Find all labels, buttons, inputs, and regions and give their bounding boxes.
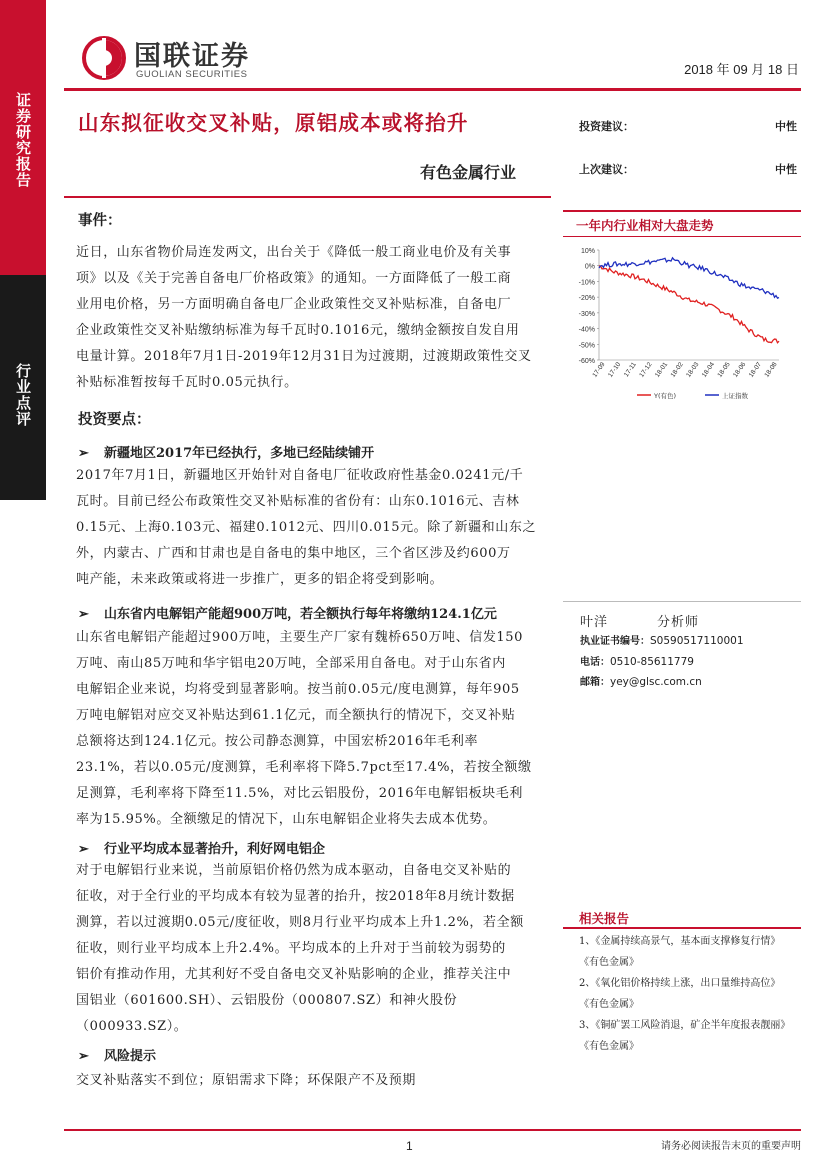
analyst-phone <box>580 653 694 668</box>
rating-current-value: 中性 <box>775 120 797 133</box>
series-line-index <box>599 258 779 298</box>
point-1-title: ➢ 新疆地区2017年已经执行，多地已经陆续铺开 <box>78 446 375 461</box>
text-line: 国铝业（601600.SH）、云铝股份（000807.SZ）和神火股份 <box>76 993 458 1008</box>
text-line: 瓦时。目前已经公布政策性交叉补贴标准的省份有：山东0.1016元、吉林 <box>76 494 520 509</box>
text-line: 征收，对于全行业的平均成本有较为显著的抬升，按2018年8月统计数据 <box>76 889 515 904</box>
y-tick-label: 0% <box>584 263 595 271</box>
relative-performance-chart <box>565 242 795 404</box>
text-line: 0.15元、上海0.103元、福建0.1012元、四川0.015元。除了新疆和山东之 <box>76 520 537 535</box>
text-line: 吨产能，未来政策或将进一步推广，更多的铝企将受到影响。 <box>76 572 444 587</box>
point-3-body <box>76 858 546 1040</box>
text-line: 万吨电解铝对应交叉补贴达到61.1亿元，而全额执行的情况下，交叉补贴 <box>76 708 516 723</box>
x-tick-label: 18-01 <box>653 361 670 379</box>
email-value[interactable]: yey@glsc.com.cn <box>610 676 702 688</box>
x-tick-label: 18-05 <box>716 361 732 379</box>
arrow-bullet-icon: ➢ <box>78 607 89 622</box>
y-tick-label: -30% <box>578 310 595 318</box>
y-tick-label: -20% <box>578 295 595 303</box>
points-heading: 投资要点： <box>78 411 151 428</box>
rating-previous-value: 中性 <box>775 163 797 176</box>
cert-value: S0590517110001 <box>650 635 744 647</box>
text-line: 23.1%，若以0.05元/度测算，毛利率将下降5.7pct至17.4%，若按全额缴 <box>76 760 532 775</box>
event-heading: 事件： <box>78 212 122 229</box>
brand-name-en: GUOLIAN SECURITIES <box>136 69 248 80</box>
cert-label: 执业证书编号： <box>580 636 650 647</box>
text-line: 交叉补贴落实不到位；原铝需求下降；环保限产不及预期 <box>76 1073 417 1088</box>
text-line: 外，内蒙古、广西和甘肃也是自备电的集中地区，三个省区涉及约600万 <box>76 546 511 561</box>
industry-name: 有色金属行业 <box>420 163 517 182</box>
x-tick-label: 18-03 <box>685 361 701 379</box>
point-2-title: ➢ 山东省内电解铝产能超900万吨，若全额执行每年将缴纳124.1亿元 <box>78 607 497 622</box>
related-report-item[interactable]: 2、《氧化铝价格持续上涨，出口量维持高位》 <box>579 978 781 989</box>
guolian-logo-icon <box>82 36 126 80</box>
phone-label: 电话： <box>580 657 610 668</box>
x-tick-label: 18-06 <box>732 361 748 379</box>
text-line: 万吨、南山85万吨和华宇铝电20万吨，全部采用自备电。对于山东省内 <box>76 656 506 671</box>
arrow-bullet-icon: ➢ <box>78 842 89 857</box>
legend-label: Y(有色) <box>654 392 677 400</box>
report-title: 山东拟征收交叉补贴，原铝成本或将抬升 <box>78 111 469 135</box>
y-tick-label: -10% <box>578 279 595 287</box>
right-column-divider <box>563 210 801 212</box>
point-1-body <box>76 463 546 593</box>
analyst-email <box>580 673 702 688</box>
header-divider <box>64 88 801 91</box>
report-date: 2018 年 09 月 18 日 <box>684 62 799 77</box>
related-report-item[interactable]: 3、《铜矿罢工风险消退，矿企半年度报表靓丽》 <box>579 1020 791 1031</box>
text-line: 率为15.95%。全额缴足的情况下，山东电解铝企业将失去成本优势。 <box>76 812 497 827</box>
rating-current-label: 投资建议： <box>579 120 634 133</box>
legend-label: 上证指数 <box>722 392 748 400</box>
text-line: 近日，山东省物价局连发两文，出台关于《降低一般工商业电价及有关事 <box>76 245 512 260</box>
related-reports-divider <box>563 927 801 929</box>
report-type-label: 证券研究报告 <box>14 92 32 188</box>
point-4-title: ➢ 风险提示 <box>78 1049 157 1064</box>
text-line: 2017年7月1日，新疆地区开始针对自备电厂征收政府性基金0.0241元/千 <box>76 468 524 483</box>
x-tick-label: 18-02 <box>669 361 685 379</box>
point-2-body <box>76 625 546 833</box>
text-line: 补贴标准暂按每千瓦时0.05元执行。 <box>76 375 298 390</box>
category-label: 行业点评 <box>14 363 32 427</box>
text-line: 铝价有推动作用，尤其利好不受自备电交叉补贴影响的企业，推荐关注中 <box>76 967 512 982</box>
related-report-source: 《有色金属》 <box>579 999 639 1010</box>
point-3-title: ➢ 行业平均成本显著抬升，利好网电铝企 <box>78 842 326 857</box>
footer-disclaimer: 请务必阅读报告末页的重要声明 <box>661 1141 801 1152</box>
brand-name-cn: 国联证券 <box>134 41 250 72</box>
text-line: （000933.SZ）。 <box>76 1019 188 1034</box>
text-line: 业用电价格，另一方面明确自备电厂企业政策性交叉补贴标准，自备电厂 <box>76 297 512 312</box>
rating-previous-label: 上次建议： <box>579 163 634 176</box>
sidebar-band-dark <box>0 275 46 500</box>
y-tick-label: -50% <box>578 342 595 350</box>
series-line-industry <box>599 266 779 343</box>
analyst-divider <box>563 601 801 602</box>
analyst-role: 分析师 <box>657 615 700 630</box>
arrow-bullet-icon: ➢ <box>78 1049 89 1064</box>
x-tick-label: 17-09 <box>591 361 607 379</box>
related-report-source: 《有色金属》 <box>579 1041 639 1052</box>
text-line: 总额将达到124.1亿元。按公司静态测算，中国宏桥2016年毛利率 <box>76 734 479 749</box>
phone-value: 0510-85611779 <box>610 656 694 668</box>
y-tick-label: -40% <box>578 326 595 334</box>
email-label: 邮箱： <box>580 677 610 688</box>
x-tick-label: 18-08 <box>763 361 779 379</box>
related-report-item[interactable]: 1、《金属持续高景气，基本面支撑修复行情》 <box>579 936 781 947</box>
analyst-name: 叶洋 <box>580 615 609 630</box>
title-divider <box>64 196 551 198</box>
sidebar-band-red <box>0 0 46 275</box>
text-line: 电解铝企业来说，均将受到显著影响。按当前0.05元/度电测算，每年905 <box>76 682 520 697</box>
text-line: 足测算，毛利率将下降至11.5%，对比云铝股份，2016年电解铝板块毛利 <box>76 786 523 801</box>
y-tick-label: -60% <box>578 358 595 365</box>
chart-title-divider <box>563 236 801 237</box>
x-tick-label: 17-12 <box>638 361 654 379</box>
text-line: 项》以及《关于完善自备电厂价格政策》的通知。一方面降低了一般工商 <box>76 271 512 286</box>
text-line: 电量计算。2018年7月1日-2019年12月31日为过渡期，过渡期政策性交叉 <box>76 349 532 364</box>
page-number: 1 <box>406 1139 413 1153</box>
x-tick-label: 18-07 <box>747 361 764 379</box>
text-line: 征收，则行业平均成本上升2.4%。平均成本的上升对于当前较为弱势的 <box>76 941 506 956</box>
event-paragraph <box>76 240 546 396</box>
arrow-bullet-icon: ➢ <box>78 446 89 461</box>
related-report-source: 《有色金属》 <box>579 957 639 968</box>
x-tick-label: 18-04 <box>700 361 717 379</box>
text-line: 山东省电解铝产能超过900万吨，主要生产厂家有魏桥650万吨、信发150 <box>76 630 524 645</box>
y-tick-label: 10% <box>580 248 595 255</box>
text-line: 对于电解铝行业来说，当前原铝价格仍然为成本驱动，自备电交叉补贴的 <box>76 863 512 878</box>
footer-divider <box>64 1129 801 1131</box>
x-tick-label: 17-10 <box>607 361 623 379</box>
x-tick-label: 17-11 <box>622 361 638 379</box>
chart-title: 一年内行业相对大盘走势 <box>576 218 714 233</box>
text-line: 企业政策性交叉补贴缴纳标准为每千瓦时0.1016元，缴纳金额按自发自用 <box>76 323 520 338</box>
related-reports-list <box>579 931 804 1057</box>
analyst-cert <box>580 632 744 647</box>
related-reports-heading: 相关报告 <box>579 911 630 926</box>
point-4-body <box>76 1068 546 1094</box>
text-line: 测算，若以过渡期0.05元/度征收，则8月行业平均成本上升1.2%，若全额 <box>76 915 524 930</box>
